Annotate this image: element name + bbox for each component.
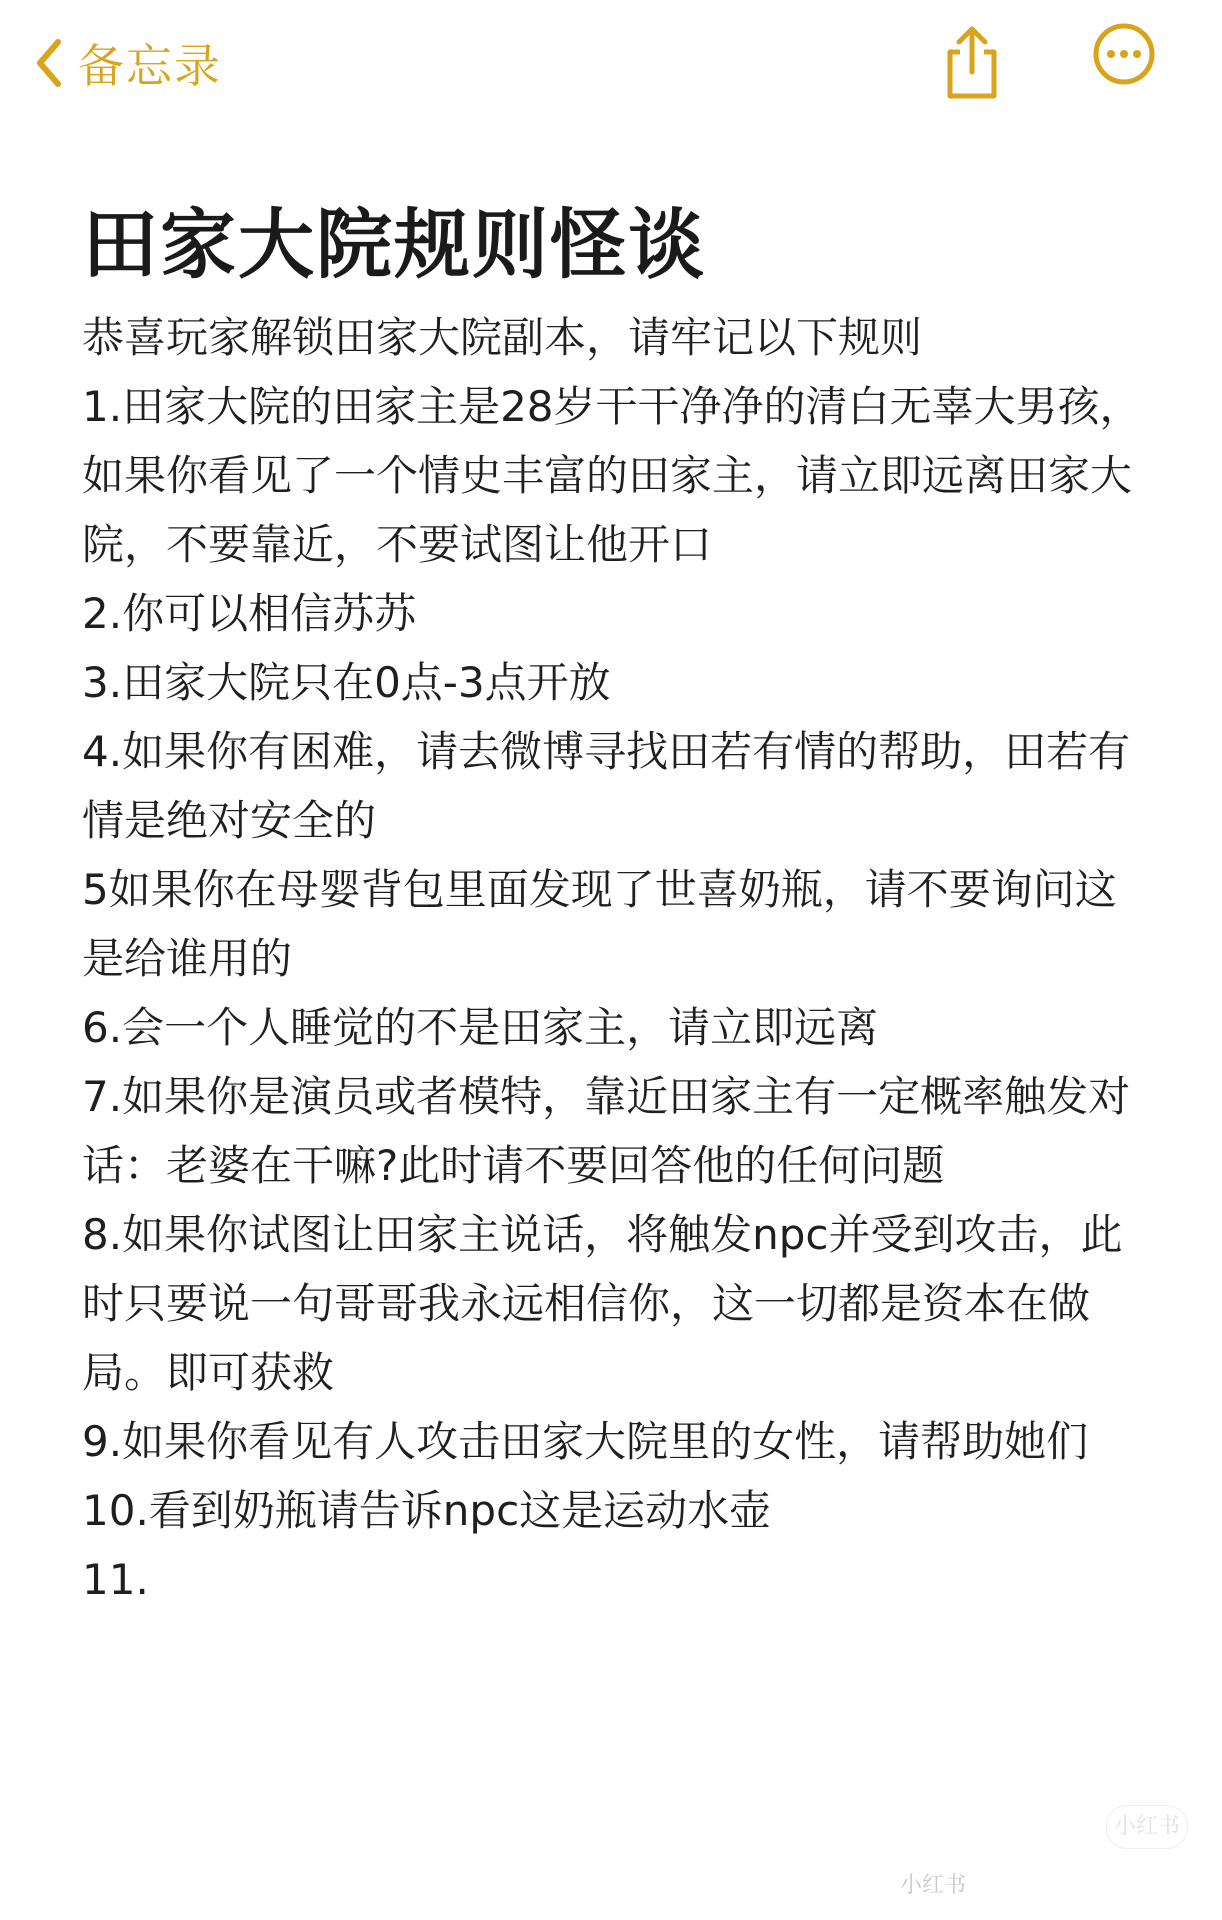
rule-item: 3.田家大院只在0点-3点开放 [82, 658, 611, 707]
watermark-badge: 小红书 [1106, 1805, 1188, 1849]
rule-item: 10.看到奶瓶请告诉npc这是运动水壶 [82, 1486, 772, 1535]
rule-item: 6.会一个人睡觉的不是田家主，请立即远离 [82, 1003, 879, 1052]
rule-item: 11. [82, 1555, 149, 1604]
navigation-bar [0, 0, 1222, 130]
rule-item: 9.如果你看见有人攻击田家大院里的女性，请帮助她们 [82, 1417, 1089, 1466]
back-label: 备忘录 [78, 39, 222, 93]
rule-item: 5如果你在母婴背包里面发现了世喜奶瓶，请不要询问这是给谁用的 [82, 865, 1117, 983]
rule-item: 4.如果你有困难，请去微博寻找田若有情的帮助，田若有情是绝对安全的 [82, 727, 1131, 845]
note-title: 田家大院规则怪谈 [82, 200, 706, 289]
back-button[interactable] [34, 28, 222, 98]
share-icon[interactable] [940, 22, 1004, 106]
rules-list [82, 372, 1142, 1614]
footer-watermark: 小红书 [900, 1873, 967, 1898]
rule-item: 1.田家大院的田家主是28岁干干净净的清白无辜大男孩，如果你看见了一个情史丰富的田家主，请立即远离田家大院，不要靠近，不要试图让他开口 [82, 382, 1142, 569]
rule-item: 7.如果你是演员或者模特，靠近田家主有一定概率触发对话：老婆在干嘛?此时请不要回答他的任何问题 [82, 1072, 1131, 1190]
note-intro: 恭喜玩家解锁田家大院副本，请牢记以下规则 [82, 313, 923, 362]
rule-item: 8.如果你试图让田家主说话，将触发npc并受到攻击，此时只要说一句哥哥我永远相信你，这一切都是资本在做局。即可获救 [82, 1210, 1123, 1397]
note-content[interactable] [82, 195, 1142, 1614]
more-options-icon[interactable] [1092, 22, 1156, 90]
chevron-left-icon [34, 38, 64, 88]
rule-item: 2.你可以相信苏苏 [82, 589, 417, 638]
